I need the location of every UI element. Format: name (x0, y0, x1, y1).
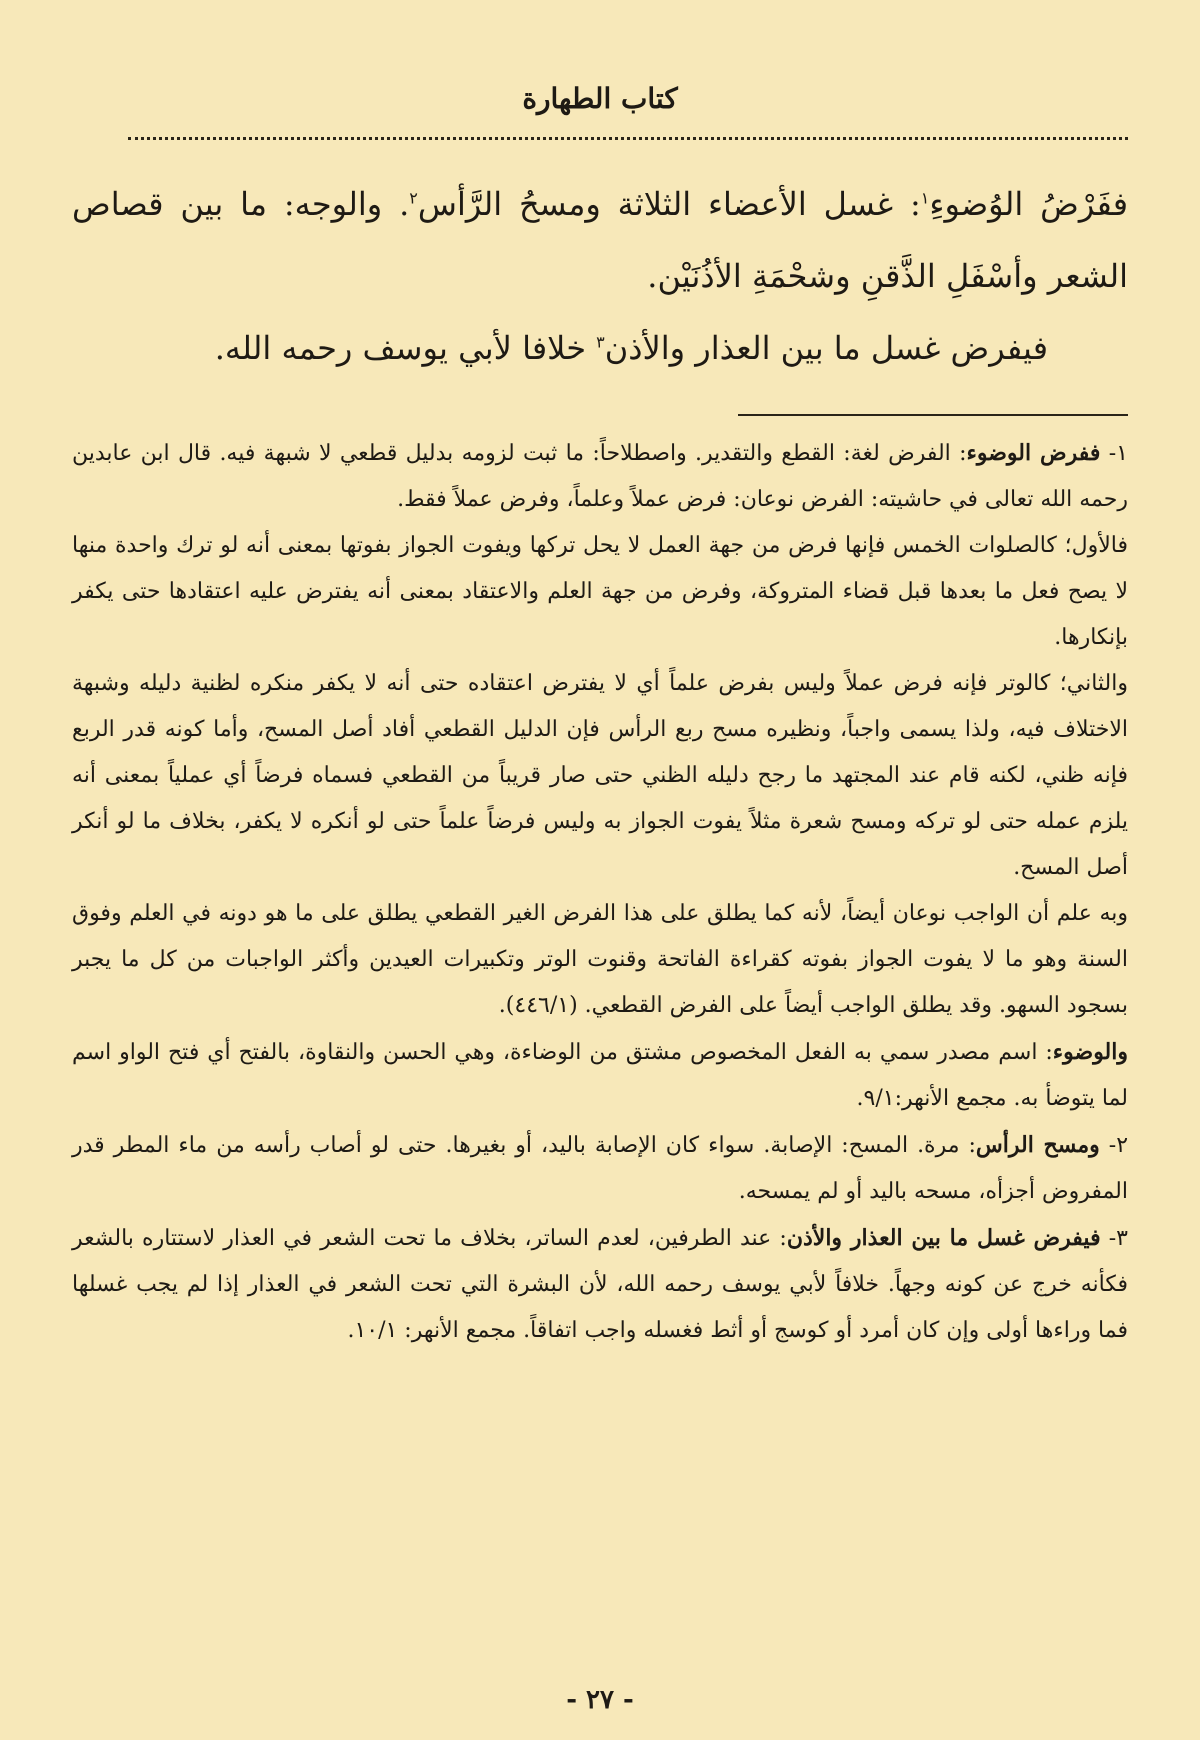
footnote-text: : مرة. المسح: الإصابة. سواء كان الإصابة باليد، أو بغيرها. حتى لو أصاب رأسه من ماء المطر قدر المفروض أجزأه، مسحه باليد أو لم يمسحه. (72, 1133, 1128, 1204)
footnote-ref-1: ١ (920, 188, 930, 208)
footnote-1-paragraph-4: وبه علم أن الواجب نوعان أيضاً، لأنه كما يطلق على هذا الفرض الغير القطعي يطلق على ما هو دونه في العلم وفوق السنة وهو ما لا يفوت الجواز بفوته كقراءة الفاتحة وقنوت الوتر وتكبيرات العيدين وأكثر الواجبات من كل ما يجبر بسجود السهو. وقد يطلق الواجب أيضاً على الفرض القطعي. (٤٤٦/١). (72, 901, 1128, 1018)
main-text-span: فيفرض غسل ما بين العذار والأذن (604, 329, 1048, 367)
running-title: كتاب الطهارة (522, 82, 678, 115)
footnote-lemma: والوضوء (1052, 1039, 1128, 1065)
footnote-1-paragraph-5 (72, 1029, 1128, 1122)
main-text-span: : غسل الأعضاء الثلاثة ومسحُ الرَّأس (417, 185, 921, 223)
footnote-number: ٢- (1099, 1133, 1129, 1158)
footnote-1 (72, 430, 1128, 523)
footnote-2 (72, 1122, 1128, 1215)
footnote-separator (738, 414, 1128, 416)
footnote-1-paragraph-3: والثاني؛ كالوتر فإنه فرض عملاً وليس بفرض علماً أي لا يفترض اعتقاده حتى أنه لا يكفر منكره لظنية دليله وشبهة الاختلاف فيه، ولذا يسمى واجباً، ونظيره مسح ربع الرأس فإن الدليل القطعي أفاد أصل المسح، وأما كونه قدر الربع فإنه ظني، لكنه قام عند المجتهد ما رجح دليله الظني حتى صار قريباً من القطعي فسماه فرضاً أي عملياً بمعنى أنه يلزم عمله حتى لو تركه ومسح شعرة مثلاً يفوت الجواز به وليس فرضاً علماً حتى لو أنكره لا يكفر، بخلاف ما لو أنكر أصل المسح. (72, 671, 1128, 880)
footnote-number: ٣- (1100, 1226, 1128, 1251)
footnote-text: : الفرض لغة: القطع والتقدير. واصطلاحاً: ما ثبت لزومه بدليل قطعي لا شبهة فيه. قال ابن عابدين رحمه الله تعالى في حاشيته: الفرض نوعان: فرض عملاً وعلماً، وفرض عملاً فقط. (72, 441, 1128, 512)
footnote-lemma: ففرض الوضوء (966, 440, 1101, 466)
main-text-span: ففَرْضُ الوُضوءِ (929, 185, 1129, 223)
main-text-span: خلافا لأبي يوسف رحمه الله. (214, 329, 597, 367)
header-dotted-rule (128, 137, 1128, 140)
main-text (72, 168, 1128, 384)
footnote-1-paragraph-2: فالأول؛ كالصلوات الخمس فإنها فرض من جهة العمل لا يحل تركها ويفوت الجواز بفوتها بمعنى أنه لو ترك واحدة منها لا يصح فعل ما بعدها قبل قضاء المتروكة، وفرض من جهة العلم والاعتقاد بمعنى أنه يفترض عليه اعتقادها حتى يكفر بإنكارها. (72, 533, 1128, 650)
main-text-span: . والوجه: ما بين قصاص الشعر وأسْفَلِ الذَّقنِ وشحْمَةِ الأذُنَيْن. (72, 185, 1128, 295)
footnote-number: ١- (1100, 441, 1128, 466)
footnote-text: : عند الطرفين، لعدم الساتر، بخلاف ما تحت الشعر في العذار لاستتاره بالشعر فكأنه خرج عن كونه وجهاً. خلافاً لأبي يوسف رحمه الله، لأن البشرة التي تحت الشعر في العذار إذا لم يجب غسلها فما وراءها أولى وإن كان أمرد أو كوسج أو أثط فغسله واجب اتفاقاً. مجمع الأنهر: ١٠/١. (72, 1226, 1128, 1343)
footnote-text: : اسم مصدر سمي به الفعل المخصوص مشتق من الوضاءة، وهي الحسن والنقاوة، بالفتح أي فتح الواو اسم لما يتوضأ به. مجمع الأنهر:٩/١. (72, 1040, 1128, 1111)
main-paragraph-1 (72, 168, 1128, 312)
main-paragraph-2 (72, 312, 1128, 384)
footnote-ref-2: ٢ (409, 188, 418, 208)
footnote-3 (72, 1215, 1128, 1354)
footnote-lemma: فيفرض غسل ما بين العذار والأذن (786, 1225, 1101, 1251)
footnote-ref-3: ٣ (596, 332, 605, 352)
page-number: - ٢٧ - (566, 1685, 634, 1715)
footnotes (72, 430, 1128, 1354)
footnote-lemma: ومسح الرأس (975, 1132, 1100, 1158)
